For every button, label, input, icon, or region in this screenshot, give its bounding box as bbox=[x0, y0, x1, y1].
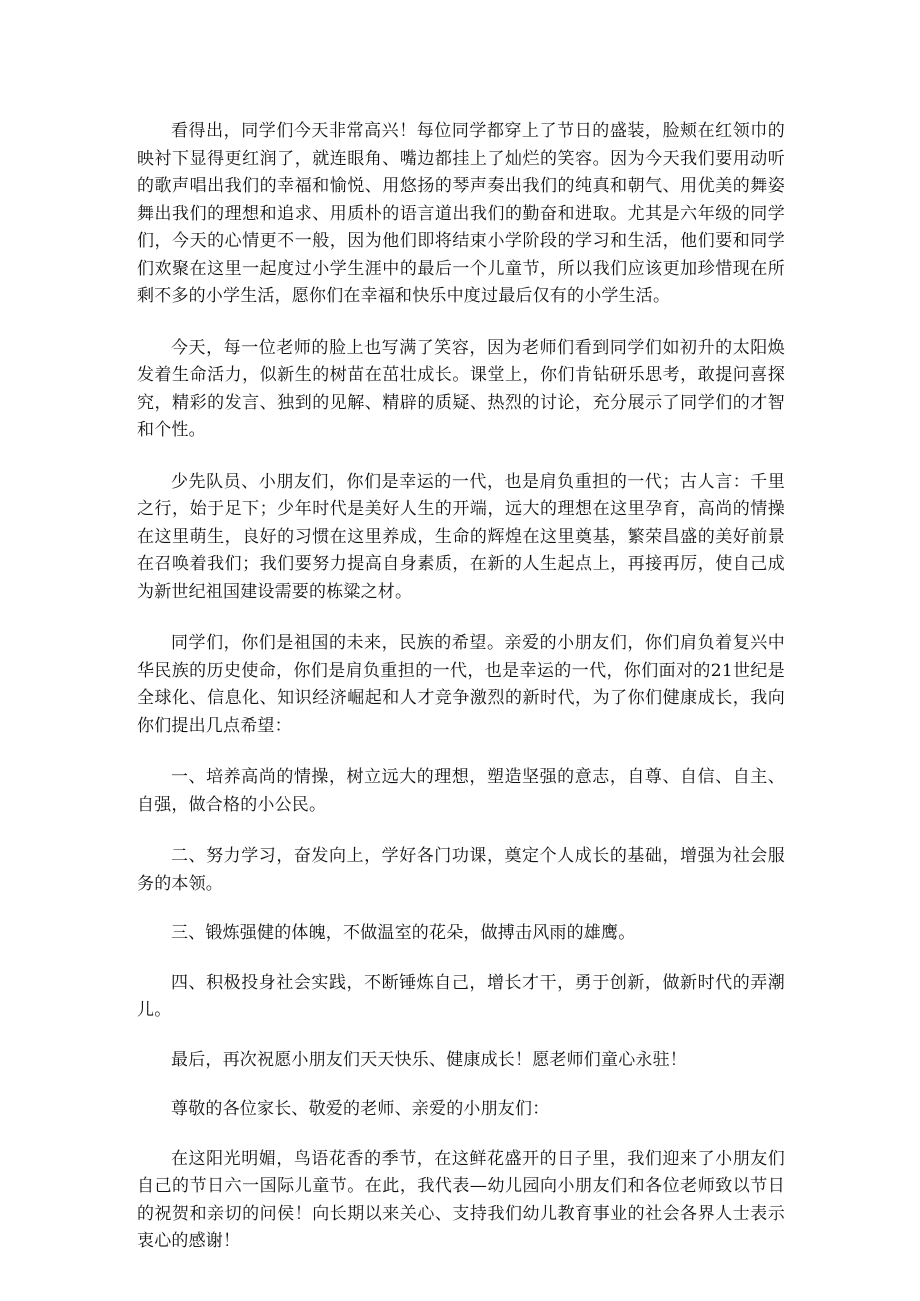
paragraph-6: 二、努力学习，奋发向上，学好各门功课，奠定个人成长的基础，增强为社会服务的本领。 bbox=[137, 846, 785, 894]
paragraph-1: 看得出，同学们今天非常高兴！每位同学都穿上了节日的盛装，脸颊在红领巾的映衬下显得更红润了，就连眼角、嘴边都挂上了灿烂的笑容。因为今天我们要用动听的歌声唱出我们的幸福和愉悦、用悠扬的琴声奏出我们的纯真和朝气、用优美的舞姿舞出我们的理想和追求、用质朴的语言道出我们的勤奋和进取。尤其是六年级的同学们，今天的心情更不一般，因为他们即将结束小学阶段的学习和生活，他们要和同学们欢聚在这里一起度过小学生涯中的最后一个儿童节，所以我们应该更加珍惜现在所剩不多的小学生活，愿你们在幸福和快乐中度过最后仅有的小学生活。 bbox=[137, 121, 785, 306]
paragraph-9: 最后，再次祝愿小朋友们天天快乐、健康成长！愿老师们童心永驻！ bbox=[171, 1049, 687, 1070]
paragraph-3: 少先队员、小朋友们，你们是幸运的一代，也是肩负重担的一代；古人言：千里之行，始于足下；少年时代是美好人生的开端，远大的理想在这里孕育，高尚的情操在这里萌生，良好的习惯在这里养成，生命的辉煌在这里奠基，繁荣昌盛的美好前景在召唤着我们；我们要努力提高自身素质，在新的人生起点上，再接再厉，使自己成为新世纪祖国建设需要的栋粱之材。 bbox=[137, 471, 785, 602]
paragraph-2: 今天，每一位老师的脸上也写满了笑容，因为老师们看到同学们如初升的太阳焕发着生命活力，似新生的树苗在茁壮成长。课堂上，你们肯钻研乐思考，敢提问喜探究，精彩的发言、独到的见解、精辟的质疑、热烈的讨论，充分展示了同学们的才智和个性。 bbox=[137, 337, 785, 440]
paragraph-11: 在这阳光明媚，鸟语花香的季节，在这鲜花盛开的日子里，我们迎来了小朋友们自己的节日六一国际儿童节。在此，我代表—幼儿园向小朋友们和各位老师致以节日的祝贺和亲切的问侯！向长期以来关心、支持我们幼儿教育事业的社会各界人士表示衷心的感谢！ bbox=[137, 1148, 785, 1251]
paragraph-4: 同学们，你们是祖国的未来，民族的希望。亲爱的小朋友们，你们肩负着复兴中华民族的历史使命，你们是肩负重担的一代，也是幸运的一代，你们面对的21世纪是全球化、信息化、知识经济崛起和人才竞争激烈的新时代，为了你们健康成长，我向你们提出几点希望： bbox=[137, 633, 785, 736]
document-body bbox=[137, 118, 785, 1256]
paragraph-10: 尊敬的各位家长、敬爱的老师、亲爱的小朋友们： bbox=[171, 1099, 550, 1119]
paragraph-5: 一、培养高尚的情操，树立远大的理想，塑造坚强的意志，自尊、自信、自主、自强，做合格的小公民。 bbox=[137, 767, 785, 815]
paragraph-8: 四、积极投身社会实践，不断锤炼自己，增长才干，勇于创新，做新时代的弄潮儿。 bbox=[137, 972, 785, 1020]
paragraph-7: 三、锻炼强健的体魄，不做温室的花朵，做搏击风雨的雄鹰。 bbox=[171, 923, 636, 943]
